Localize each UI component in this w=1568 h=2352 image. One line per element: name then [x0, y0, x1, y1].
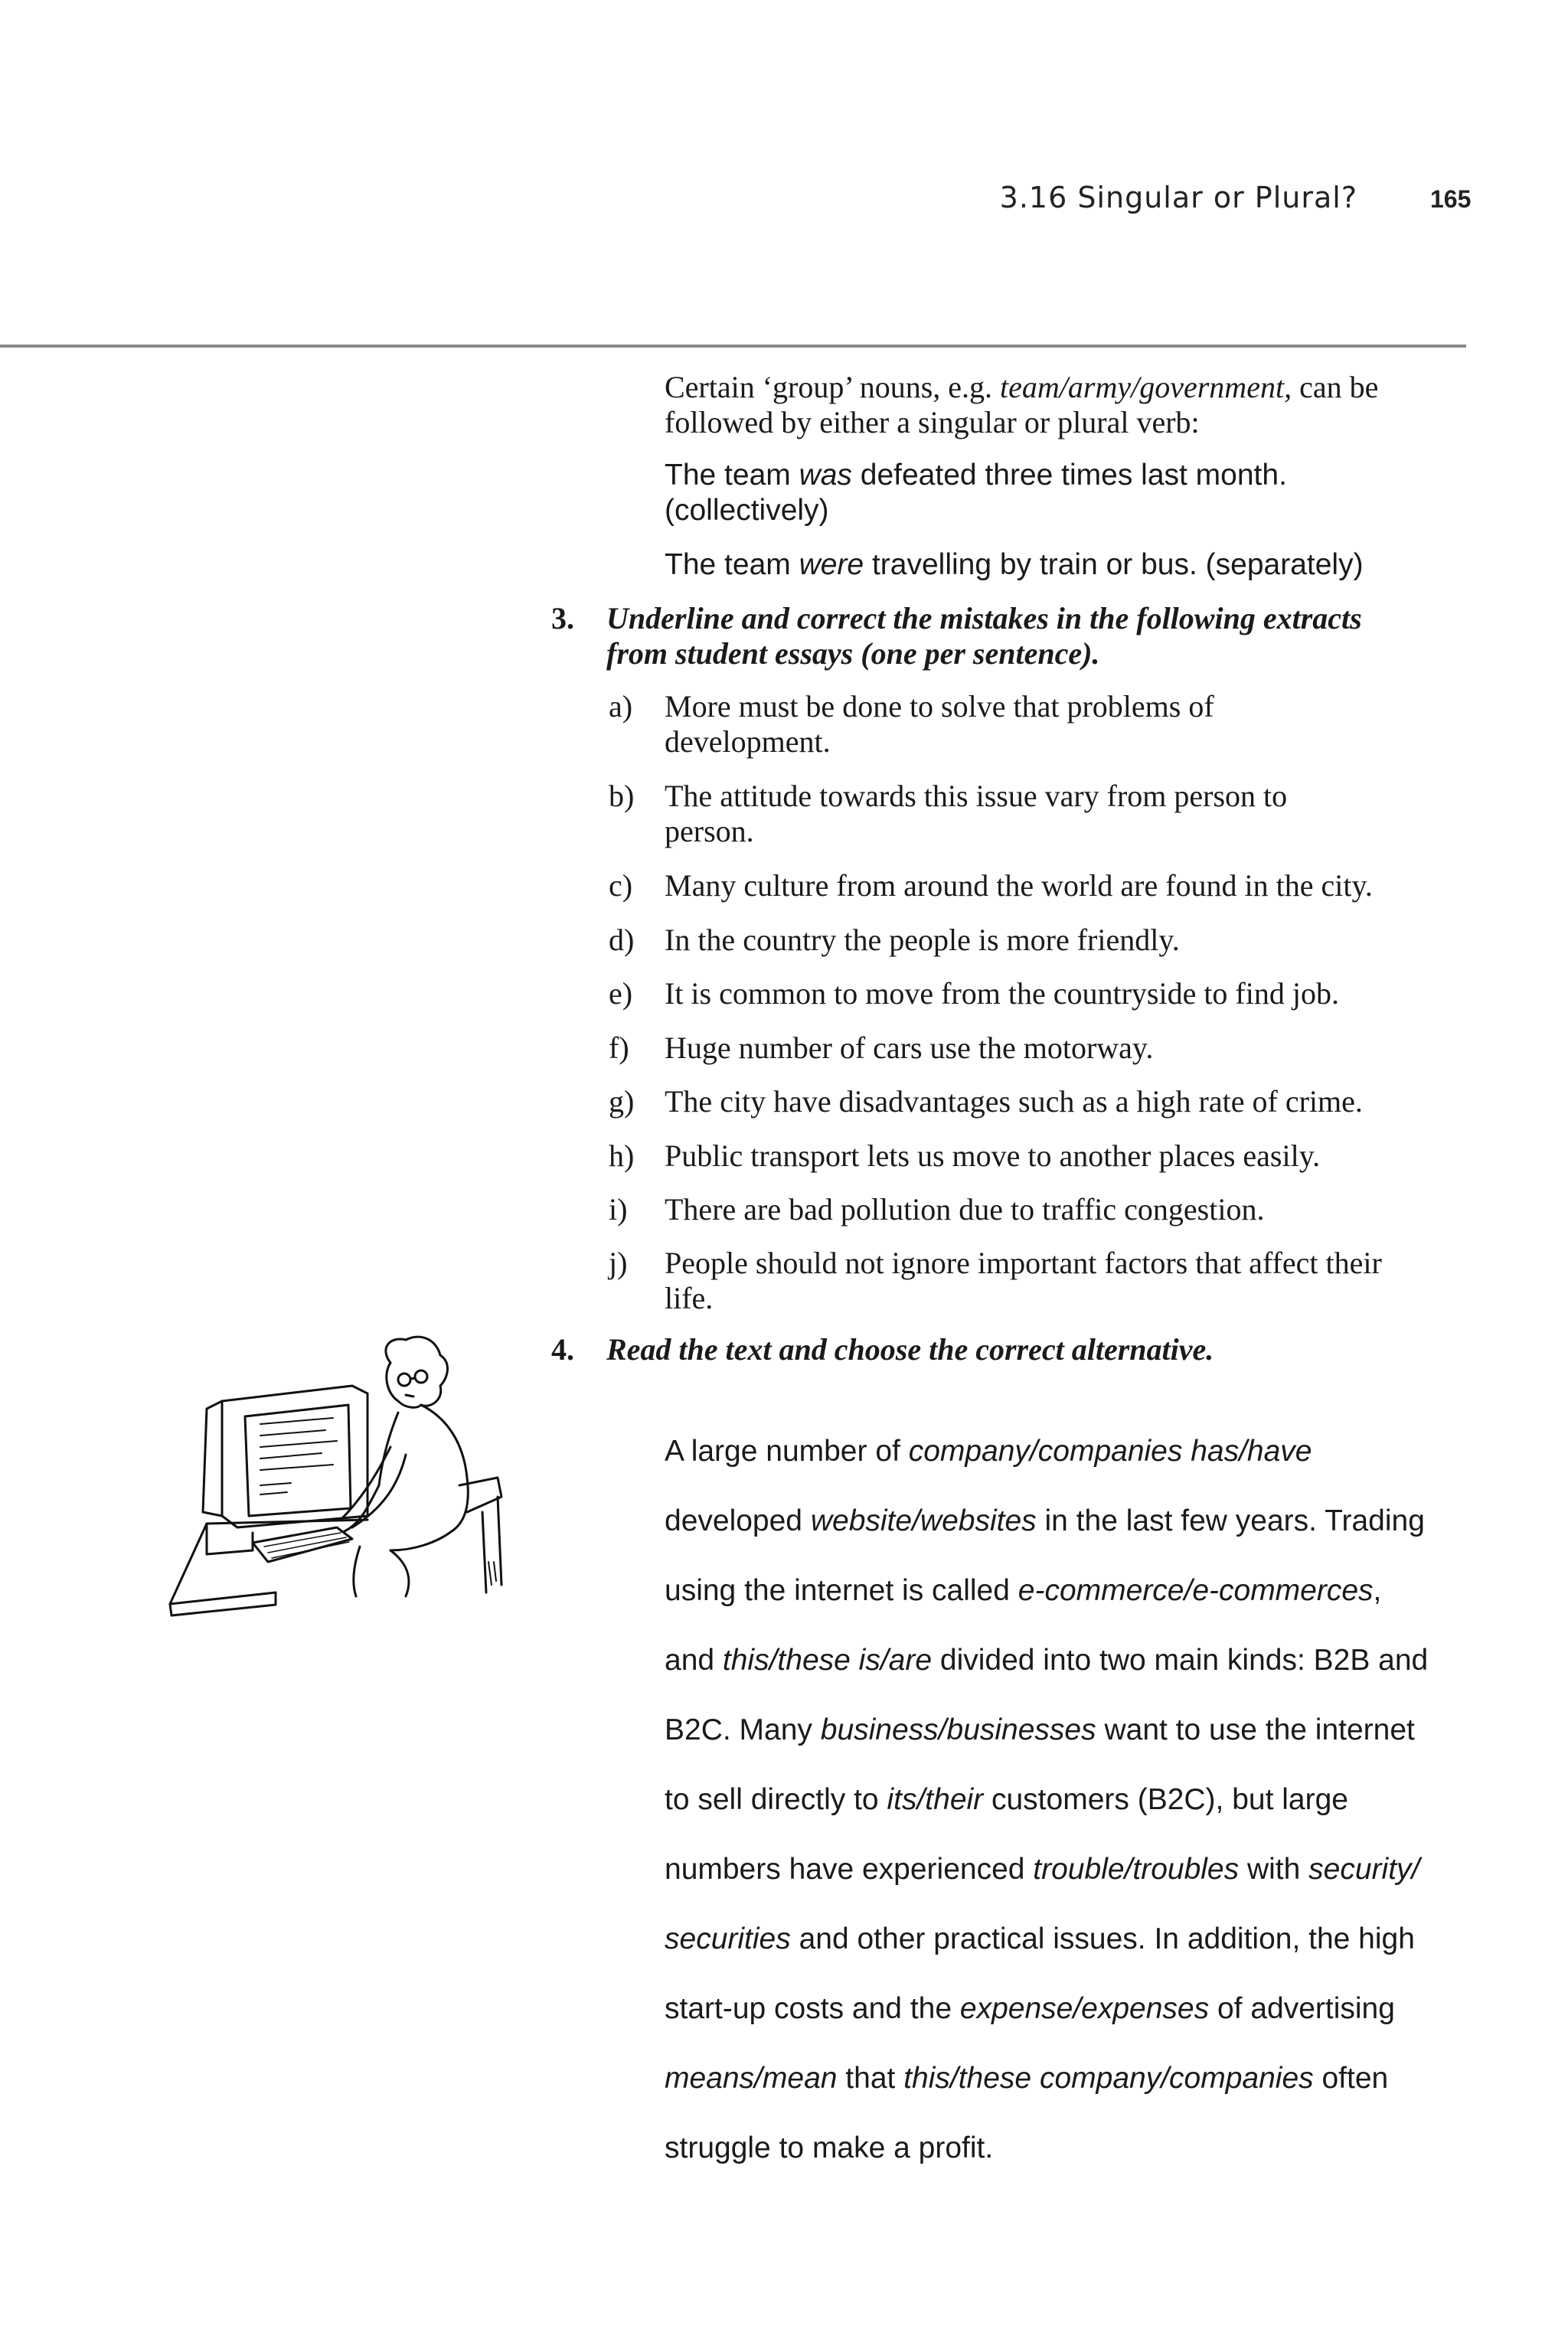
intro-examples: team/army/government,: [1000, 370, 1292, 404]
example-text: The team: [665, 548, 799, 581]
text-line: [665, 1416, 1491, 1486]
page-number: 165: [1430, 185, 1472, 213]
text-segment: and other practical issues. In addition, the high: [790, 1922, 1415, 1955]
alternative-choice: expense/expenses: [959, 1992, 1210, 2025]
section-title: 3.16 Singular or Plural?: [999, 181, 1357, 214]
item-label: d): [609, 923, 635, 957]
text-line: [665, 1486, 1491, 1556]
example-text-end: travelling by train or bus. (separately): [864, 548, 1364, 581]
text-line: [665, 1695, 1491, 1765]
alternative-choice: securities: [665, 1922, 791, 1955]
intro-text: Certain ‘group’ nouns, e.g.: [665, 370, 1001, 404]
exercise-item: [609, 868, 1485, 903]
text-segment: and: [665, 1644, 723, 1677]
item-text: There are bad pollution due to traffic congestion.: [665, 1192, 1265, 1227]
instruction-line: Underline and correct the mistakes in the following extracts: [606, 601, 1362, 635]
item-label: a): [609, 689, 633, 724]
exercise-4-instruction: [551, 1332, 1485, 1367]
exercise-item: [609, 1192, 1485, 1227]
item-text: In the country the people is more friendly.: [665, 923, 1180, 957]
text-line: [665, 1556, 1491, 1625]
text-segment: using the internet is called: [665, 1574, 1018, 1607]
text-segment: developed: [665, 1504, 811, 1537]
exercise-3-instruction: [551, 601, 1485, 671]
text-line: [665, 1765, 1491, 1834]
text-line: [665, 2043, 1491, 2113]
text-segment: want to use the internet: [1096, 1713, 1415, 1746]
text-segment: of advertising: [1209, 1992, 1395, 2025]
exercise-item: [609, 689, 1485, 760]
item-label: e): [609, 976, 633, 1011]
alternative-choice: company/companies has/have: [908, 1435, 1312, 1468]
exercise-item: [609, 779, 1485, 849]
text-segment: customers (B2C), but large: [983, 1783, 1348, 1816]
intro-paragraph: [665, 370, 1476, 440]
alternative-choice: means/mean: [665, 2062, 838, 2095]
example-verb: were: [799, 548, 864, 581]
item-label: b): [609, 779, 635, 813]
alternative-choice: website/websites: [810, 1504, 1037, 1537]
item-label: h): [609, 1138, 635, 1173]
item-text: Huge number of cars use the motorway.: [665, 1031, 1154, 1065]
text-line: [665, 2113, 1491, 2183]
alternative-choice: security/: [1308, 1853, 1420, 1886]
item-label: i): [609, 1192, 628, 1227]
example-note: (collectively): [665, 494, 829, 527]
exercise-item: [609, 1246, 1485, 1316]
item-text: Public transport lets us move to another places easily.: [665, 1138, 1321, 1173]
item-text: More must be done to solve that problems of: [665, 689, 1214, 724]
exercise-item: [609, 976, 1485, 1011]
text-segment: A large number of: [665, 1435, 909, 1468]
item-text: The attitude towards this issue vary from person to: [665, 779, 1288, 813]
example-verb: was: [799, 459, 852, 492]
alternative-choice: business/businesses: [820, 1713, 1096, 1746]
example-separate: [665, 547, 1476, 583]
exercise-item: [609, 1138, 1485, 1174]
text-line: [665, 1625, 1491, 1695]
text-segment: start-up costs and the: [665, 1992, 960, 2025]
text-line: [665, 1904, 1491, 1974]
alternative-choice: e-commerce/e-commerces: [1018, 1574, 1374, 1607]
text-line: [665, 1974, 1491, 2043]
text-segment: often: [1313, 2062, 1389, 2095]
exercise-item: [609, 923, 1485, 958]
text-segment: in the last few years. Trading: [1036, 1504, 1425, 1537]
item-label: f): [609, 1031, 629, 1065]
exercise-item: [609, 1031, 1485, 1066]
instruction-line: Read the text and choose the correct alternative.: [606, 1332, 1214, 1367]
item-text: life.: [665, 1281, 714, 1315]
item-text: person.: [665, 814, 754, 848]
exercise-4-text: [665, 1416, 1491, 2183]
text-segment: divided into two main kinds: B2B and: [932, 1644, 1429, 1677]
text-segment: struggle to make a profit.: [665, 2132, 994, 2164]
example-text: The team: [665, 459, 799, 492]
instruction-line: from student essays (one per sentence).: [606, 636, 1100, 671]
item-text: It is common to move from the countryside to find job.: [665, 976, 1339, 1011]
alternative-choice: its/their: [887, 1783, 984, 1816]
text-segment: with: [1239, 1853, 1309, 1886]
text-segment: that: [837, 2062, 904, 2095]
item-label: j): [609, 1246, 628, 1280]
exercise-item: [609, 1084, 1485, 1119]
item-label: c): [609, 868, 633, 903]
example-text-end: defeated three times last month.: [851, 459, 1287, 492]
intro-text-line2: followed by either a singular or plural verb:: [665, 405, 1200, 439]
exercise-number: 4.: [551, 1332, 574, 1367]
text-line: [665, 1834, 1491, 1904]
exercise-number: 3.: [551, 601, 574, 635]
text-segment: to sell directly to: [665, 1783, 887, 1816]
example-collective: [665, 458, 1476, 528]
text-segment: numbers have experienced: [665, 1853, 1034, 1886]
item-text: People should not ignore important factors that affect their: [665, 1246, 1382, 1280]
person-at-computer-illustration: [161, 1332, 521, 1631]
alternative-choice: this/these is/are: [722, 1644, 933, 1677]
item-text: Many culture from around the world are found in the city.: [665, 868, 1373, 903]
item-label: g): [609, 1084, 635, 1119]
intro-text-end: can be: [1292, 370, 1379, 404]
item-text: development.: [665, 724, 831, 759]
item-text: The city have disadvantages such as a high rate of crime.: [665, 1084, 1363, 1119]
text-segment: B2C. Many: [665, 1713, 821, 1746]
text-segment: ,: [1373, 1574, 1382, 1607]
alternative-choice: trouble/troubles: [1033, 1853, 1240, 1886]
header-rule: [0, 345, 1466, 348]
alternative-choice: this/these company/companies: [903, 2062, 1314, 2095]
